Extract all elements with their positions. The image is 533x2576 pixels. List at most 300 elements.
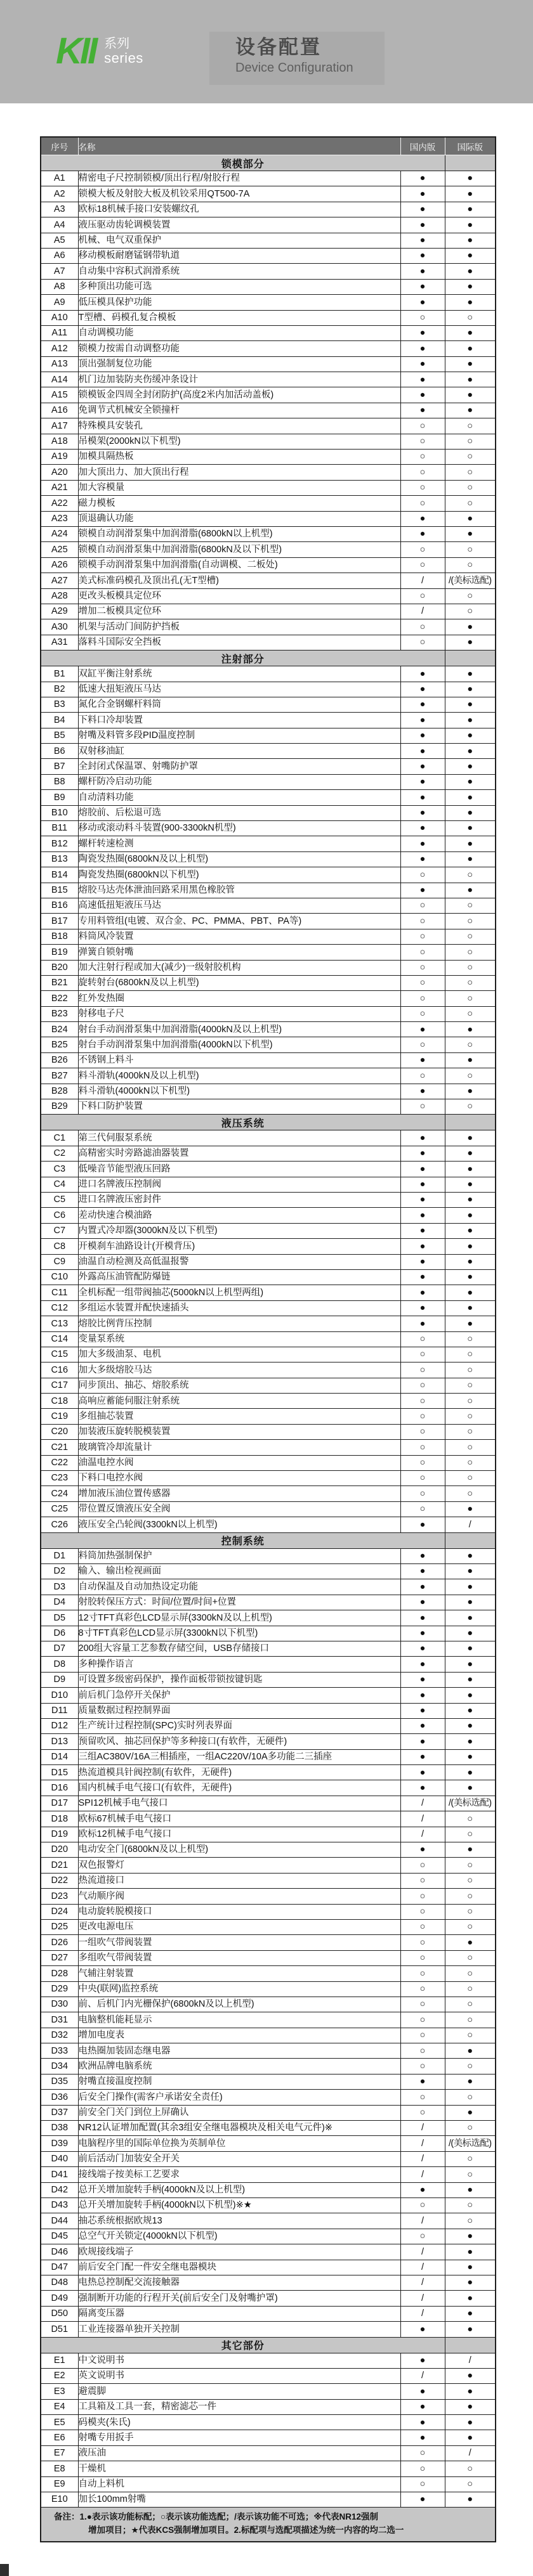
domestic-availability: / <box>400 573 445 588</box>
row-name: 高速低扭矩液压马达 <box>78 898 400 913</box>
row-id: C2 <box>41 1146 78 1161</box>
row-name: 陶瓷发热圈(6800kN以下机型) <box>78 867 400 883</box>
row-id: C6 <box>41 1208 78 1223</box>
config-row <box>41 1904 496 1919</box>
domestic-availability: / <box>400 1796 445 1811</box>
row-name: 前后机门急停开关保护 <box>78 1688 400 1703</box>
international-availability: ● <box>445 713 496 728</box>
domestic-availability: ● <box>400 1316 445 1331</box>
config-row <box>41 2090 496 2105</box>
row-id: B25 <box>41 1037 78 1052</box>
international-availability: ● <box>445 697 496 712</box>
config-row <box>41 2213 496 2229</box>
col-header-no: 序号 <box>41 137 78 155</box>
domestic-availability: ● <box>400 821 445 836</box>
row-name: 锁模自动润滑泵集中加润滑脂(6800kN及以下机型) <box>78 542 400 557</box>
international-availability: ○ <box>445 914 496 929</box>
domestic-availability: ● <box>400 1688 445 1703</box>
row-name: 隔离变压器 <box>78 2306 400 2321</box>
international-availability: ○ <box>445 1394 496 1409</box>
row-id: C17 <box>41 1378 78 1393</box>
domestic-availability: ○ <box>400 2229 445 2244</box>
row-id: D46 <box>41 2244 78 2260</box>
page-subtitle: Device Configuration <box>235 61 353 75</box>
row-name: 工具箱及工具一套，精密滤芯一件 <box>78 2399 400 2414</box>
section-tail-cell <box>445 650 496 666</box>
domestic-availability: / <box>400 2260 445 2275</box>
row-id: E6 <box>41 2430 78 2445</box>
row-name: 旋转射台(6800kN及以上机型) <box>78 975 400 990</box>
row-name: 射嘴直接温度控制 <box>78 2074 400 2089</box>
table-header-row <box>41 137 496 155</box>
row-id: D24 <box>41 1904 78 1919</box>
domestic-availability: ○ <box>400 2476 445 2492</box>
row-name: 欧标12机械手电气接口 <box>78 1827 400 1842</box>
domestic-availability: ● <box>400 1239 445 1254</box>
config-row <box>41 295 496 310</box>
row-id: D44 <box>41 2213 78 2229</box>
row-name: 油温电控水阀 <box>78 1455 400 1470</box>
config-row <box>41 2198 496 2213</box>
domestic-availability: ● <box>400 1657 445 1672</box>
row-id: C26 <box>41 1517 78 1532</box>
row-name: 自动集中容积式润滑系统 <box>78 264 400 279</box>
domestic-availability: ○ <box>400 1981 445 1997</box>
note-row <box>41 2508 496 2542</box>
international-availability: ● <box>445 1501 496 1517</box>
row-name: 高精密实时旁路滤油器装置 <box>78 1146 400 1161</box>
row-id: B27 <box>41 1068 78 1084</box>
row-name: 一组吹气带阀装置 <box>78 1935 400 1950</box>
config-row <box>41 1300 496 1316</box>
row-name: 进口名牌液压控制阀 <box>78 1177 400 1192</box>
international-availability: ● <box>445 1239 496 1254</box>
row-name: 欧标18机械手接口安装螺纹孔 <box>78 202 400 217</box>
row-id: B9 <box>41 790 78 805</box>
row-name: 低速大扭矩液压马达 <box>78 682 400 697</box>
international-availability: ○ <box>445 450 496 465</box>
row-id: B11 <box>41 821 78 836</box>
domestic-availability: ○ <box>400 960 445 975</box>
config-row <box>41 1223 496 1238</box>
page-banner <box>0 0 533 103</box>
row-id: A13 <box>41 356 78 372</box>
config-row <box>41 248 496 263</box>
config-row <box>41 1285 496 1300</box>
row-name: 码模夹(朱氏) <box>78 2415 400 2430</box>
international-availability: ○ <box>445 1471 496 1486</box>
international-availability: ● <box>445 233 496 248</box>
domestic-availability: ● <box>400 1626 445 1641</box>
row-name: 免调节式机械安全锁撞杆 <box>78 403 400 418</box>
row-id: D42 <box>41 2182 78 2197</box>
domestic-availability: ● <box>400 1162 445 1177</box>
config-row <box>41 2399 496 2414</box>
row-name: 中文说明书 <box>78 2353 400 2368</box>
international-availability: ● <box>445 526 496 541</box>
row-id: B20 <box>41 960 78 975</box>
international-availability: ● <box>445 759 496 774</box>
row-id: C9 <box>41 1254 78 1269</box>
international-availability: ● <box>445 1641 496 1656</box>
domestic-availability: ● <box>400 1548 445 1563</box>
config-row <box>41 1858 496 1873</box>
config-row <box>41 1827 496 1842</box>
row-name: 顶出强制复位功能 <box>78 356 400 372</box>
row-id: A12 <box>41 341 78 356</box>
row-name: 电热圈加装固态继电器 <box>78 2043 400 2059</box>
domestic-availability: ○ <box>400 542 445 557</box>
row-name: 全机标配一组带阀抽芯(5000kN以上机型两组) <box>78 1285 400 1300</box>
international-availability: ● <box>445 2291 496 2306</box>
row-name: 生产统计过程控制(SPC)实时列表界面 <box>78 1718 400 1733</box>
config-row <box>41 310 496 325</box>
config-row <box>41 1254 496 1269</box>
row-id: D28 <box>41 1966 78 1981</box>
domestic-availability: ● <box>400 403 445 418</box>
section-tail-cell <box>445 1115 496 1130</box>
international-availability: ○ <box>445 867 496 883</box>
domestic-availability: ○ <box>400 1997 445 2012</box>
config-row <box>41 2415 496 2430</box>
international-availability: ● <box>445 2244 496 2260</box>
config-row <box>41 1981 496 1997</box>
config-row <box>41 2151 496 2166</box>
row-id: D26 <box>41 1935 78 1950</box>
domestic-availability: ○ <box>400 1037 445 1052</box>
row-name: 欧标67机械手电气接口 <box>78 1811 400 1827</box>
config-row <box>41 2229 496 2244</box>
domestic-availability: ○ <box>400 310 445 325</box>
row-id: B28 <box>41 1084 78 1099</box>
international-availability: ● <box>445 2260 496 2275</box>
domestic-availability: ● <box>400 1718 445 1733</box>
domestic-availability: ○ <box>400 1378 445 1393</box>
row-name: 射台手动润滑泵集中加润滑脂(4000kN及以上机型) <box>78 1022 400 1037</box>
international-availability: ● <box>445 248 496 263</box>
international-availability: ● <box>445 1610 496 1626</box>
config-row <box>41 2384 496 2399</box>
international-availability: ● <box>445 1177 496 1192</box>
international-availability: ○ <box>445 2476 496 2492</box>
international-availability: / <box>445 2445 496 2461</box>
config-row <box>41 635 496 650</box>
config-row <box>41 1626 496 1641</box>
config-row <box>41 186 496 202</box>
international-availability: ● <box>445 2105 496 2120</box>
row-id: B16 <box>41 898 78 913</box>
domestic-availability: ● <box>400 1084 445 1099</box>
domestic-availability: ● <box>400 372 445 387</box>
domestic-availability: / <box>400 2368 445 2383</box>
row-id: E7 <box>41 2445 78 2461</box>
row-id: D39 <box>41 2136 78 2151</box>
config-row <box>41 2028 496 2043</box>
row-id: C21 <box>41 1440 78 1455</box>
domestic-availability: ● <box>400 1022 445 1037</box>
international-availability: ● <box>445 1146 496 1161</box>
config-row <box>41 1966 496 1981</box>
section-title: 其它部份 <box>41 2337 445 2353</box>
row-name: 加模具隔热板 <box>78 450 400 465</box>
domestic-availability: ● <box>400 186 445 202</box>
international-availability: ● <box>445 171 496 186</box>
config-row <box>41 898 496 913</box>
config-row <box>41 2353 496 2368</box>
config-row <box>41 403 496 418</box>
international-availability: ● <box>445 682 496 697</box>
row-name: 射移电子尺 <box>78 1006 400 1021</box>
row-id: B21 <box>41 975 78 990</box>
row-name: 美式标准码模孔及顶出孔(无T型槽) <box>78 573 400 588</box>
international-availability: ○ <box>445 1950 496 1965</box>
config-row <box>41 264 496 279</box>
international-availability: ● <box>445 774 496 789</box>
domestic-availability: ● <box>400 325 445 340</box>
section-title: 控制系统 <box>41 1532 445 1548</box>
international-availability: ● <box>445 2043 496 2059</box>
row-id: A2 <box>41 186 78 202</box>
domestic-availability: ● <box>400 713 445 728</box>
row-name: 加大注射行程或加大(减少)一级射胶机构 <box>78 960 400 975</box>
row-id: C8 <box>41 1239 78 1254</box>
international-availability: ○ <box>445 1006 496 1021</box>
section-header-row <box>41 1115 496 1130</box>
international-availability: ● <box>445 1718 496 1733</box>
international-availability: ● <box>445 1254 496 1269</box>
domestic-availability: ● <box>400 248 445 263</box>
domestic-availability: ○ <box>400 1347 445 1362</box>
row-id: A5 <box>41 233 78 248</box>
row-id: A18 <box>41 434 78 449</box>
section-title: 注射部分 <box>41 650 445 666</box>
row-name: 螺杆防冷启动功能 <box>78 774 400 789</box>
domestic-availability: / <box>400 2275 445 2290</box>
row-id: D18 <box>41 1811 78 1827</box>
domestic-availability: ● <box>400 356 445 372</box>
domestic-availability: ● <box>400 666 445 682</box>
config-row <box>41 1208 496 1223</box>
row-name: 多组吹气带阀装置 <box>78 1950 400 1965</box>
domestic-availability: ● <box>400 1749 445 1764</box>
row-id: A20 <box>41 465 78 480</box>
row-id: A6 <box>41 248 78 263</box>
domestic-availability: ○ <box>400 418 445 434</box>
international-availability: ○ <box>445 945 496 960</box>
international-availability: ● <box>445 2306 496 2321</box>
international-availability: ○ <box>445 1037 496 1052</box>
row-id: D49 <box>41 2291 78 2306</box>
domestic-availability: ○ <box>400 1394 445 1409</box>
config-row <box>41 2012 496 2028</box>
row-id: C16 <box>41 1362 78 1378</box>
international-availability: ● <box>445 2415 496 2430</box>
domestic-availability: ● <box>400 1734 445 1749</box>
row-name: 国内机械手电气接口(有软件，无硬件) <box>78 1780 400 1796</box>
row-id: E3 <box>41 2384 78 2399</box>
config-row <box>41 1688 496 1703</box>
domestic-availability: ○ <box>400 1935 445 1950</box>
domestic-availability: ● <box>400 759 445 774</box>
legend-note <box>41 2508 496 2542</box>
domestic-availability: ● <box>400 279 445 294</box>
row-id: E1 <box>41 2353 78 2368</box>
domestic-availability: ● <box>400 883 445 898</box>
row-id: B5 <box>41 728 78 743</box>
row-name: 后安全门操作(需客户承诺安全责任) <box>78 2090 400 2105</box>
row-id: D10 <box>41 1688 78 1703</box>
domestic-availability: ● <box>400 2415 445 2430</box>
international-availability: ● <box>445 2182 496 2197</box>
row-name: 工业连接器单独开关控制 <box>78 2322 400 2337</box>
international-availability: /(美标选配) <box>445 1796 496 1811</box>
config-row <box>41 1734 496 1749</box>
config-row <box>41 2167 496 2182</box>
international-availability: ● <box>445 836 496 851</box>
row-id: C14 <box>41 1331 78 1347</box>
row-id: A26 <box>41 557 78 573</box>
domestic-availability: / <box>400 2151 445 2166</box>
device-configuration-table <box>40 136 496 2542</box>
config-row <box>41 1068 496 1084</box>
domestic-availability: ○ <box>400 1501 445 1517</box>
config-row <box>41 202 496 217</box>
domestic-availability: / <box>400 1827 445 1842</box>
international-availability: ○ <box>445 975 496 990</box>
international-availability: ● <box>445 1579 496 1595</box>
row-id: B3 <box>41 697 78 712</box>
row-id: A31 <box>41 635 78 650</box>
row-name: 不锈钢上料斗 <box>78 1052 400 1068</box>
international-availability: ● <box>445 1084 496 1099</box>
domestic-availability: ○ <box>400 1362 445 1378</box>
row-name: 欧规接线端子 <box>78 2244 400 2260</box>
config-row <box>41 1657 496 1672</box>
row-id: C11 <box>41 1285 78 1300</box>
row-name: 抽芯系统根据欧规13 <box>78 2213 400 2229</box>
row-name: 总开关增加旋转手柄(4000kN及以上机型) <box>78 2182 400 2197</box>
config-row <box>41 2445 496 2461</box>
row-id: A30 <box>41 619 78 635</box>
config-row <box>41 1889 496 1904</box>
row-name: 英文说明书 <box>78 2368 400 2383</box>
international-availability: ● <box>445 1316 496 1331</box>
series-en-label: series <box>104 49 143 66</box>
international-availability: ● <box>445 295 496 310</box>
domestic-availability: / <box>400 2244 445 2260</box>
international-availability: ● <box>445 1703 496 1718</box>
row-id: A8 <box>41 279 78 294</box>
international-availability: ○ <box>445 310 496 325</box>
config-row <box>41 1873 496 1888</box>
domestic-availability: ● <box>400 836 445 851</box>
row-id: D11 <box>41 1703 78 1718</box>
row-name: 磁力模板 <box>78 496 400 511</box>
row-name: T型槽、码模孔复合模板 <box>78 310 400 325</box>
row-id: B19 <box>41 945 78 960</box>
row-id: A15 <box>41 387 78 403</box>
domestic-availability: ● <box>400 1300 445 1316</box>
international-availability: ● <box>445 1130 496 1146</box>
config-row <box>41 2306 496 2321</box>
international-availability: ○ <box>445 1331 496 1347</box>
international-availability: ● <box>445 821 496 836</box>
row-id: B24 <box>41 1022 78 1037</box>
row-id: E2 <box>41 2368 78 2383</box>
row-id: B26 <box>41 1052 78 1068</box>
row-name: 欧洲品牌电脑系统 <box>78 2059 400 2074</box>
row-name: 下料口防护装置 <box>78 1099 400 1115</box>
config-row <box>41 2430 496 2445</box>
config-row <box>41 991 496 1006</box>
row-id: D38 <box>41 2121 78 2136</box>
config-row <box>41 325 496 340</box>
international-availability: ○ <box>445 418 496 434</box>
row-name: 全封闭式保温罩、射嘴防护罩 <box>78 759 400 774</box>
config-row <box>41 2291 496 2306</box>
row-id: B29 <box>41 1099 78 1115</box>
domestic-availability: ● <box>400 1610 445 1626</box>
domestic-availability: ● <box>400 1517 445 1532</box>
international-availability: ● <box>445 1734 496 1749</box>
row-name: 前安全门关门到位上屏确认 <box>78 2105 400 2120</box>
domestic-availability: ● <box>400 1208 445 1223</box>
row-name: 加大容模量 <box>78 480 400 495</box>
config-row <box>41 929 496 944</box>
row-id: A24 <box>41 526 78 541</box>
row-name: 热流道模具针阀控制(有软件，无硬件) <box>78 1765 400 1780</box>
row-name: 双射移油缸 <box>78 744 400 759</box>
row-name: 避震脚 <box>78 2384 400 2399</box>
international-availability: ● <box>445 1052 496 1068</box>
page-corner-tab <box>0 2564 9 2576</box>
config-row <box>41 1997 496 2012</box>
row-name: 中央(联网)监控系统 <box>78 1981 400 1997</box>
row-name: 特殊模具安装孔 <box>78 418 400 434</box>
domestic-availability: ● <box>400 2074 445 2089</box>
international-availability: / <box>445 2353 496 2368</box>
config-row <box>41 1146 496 1161</box>
row-id: B4 <box>41 713 78 728</box>
international-availability: ● <box>445 186 496 202</box>
domestic-availability: ● <box>400 295 445 310</box>
row-name: 200组大容量工艺参数存储空间，USB存储接口 <box>78 1641 400 1656</box>
international-availability: ● <box>445 1842 496 1858</box>
domestic-availability: ● <box>400 805 445 820</box>
international-availability: / <box>445 1517 496 1532</box>
international-availability: ● <box>445 1300 496 1316</box>
row-name: 自动上料机 <box>78 2476 400 2492</box>
row-name: 双缸平衡注射系统 <box>78 666 400 682</box>
row-name: 加大多级油泵、电机 <box>78 1347 400 1362</box>
config-row <box>41 1006 496 1021</box>
config-row <box>41 2136 496 2151</box>
config-row <box>41 2244 496 2260</box>
legend-note-line1: 备注：1.●表示该功能标配；○表示该功能选配；/表示该功能不可选；※代表NR12强制 <box>54 2512 378 2522</box>
domestic-availability: ● <box>400 511 445 526</box>
domestic-availability: ○ <box>400 867 445 883</box>
international-availability: ● <box>445 403 496 418</box>
international-availability: ○ <box>445 588 496 604</box>
row-id: A17 <box>41 418 78 434</box>
row-name: 电脑整机能耗显示 <box>78 2012 400 2028</box>
international-availability: ○ <box>445 434 496 449</box>
config-row <box>41 2322 496 2337</box>
row-name: 增加二板模具定位环 <box>78 604 400 619</box>
config-row <box>41 1052 496 1068</box>
row-name: 自动保温及自动加热设定功能 <box>78 1579 400 1595</box>
config-row <box>41 697 496 712</box>
